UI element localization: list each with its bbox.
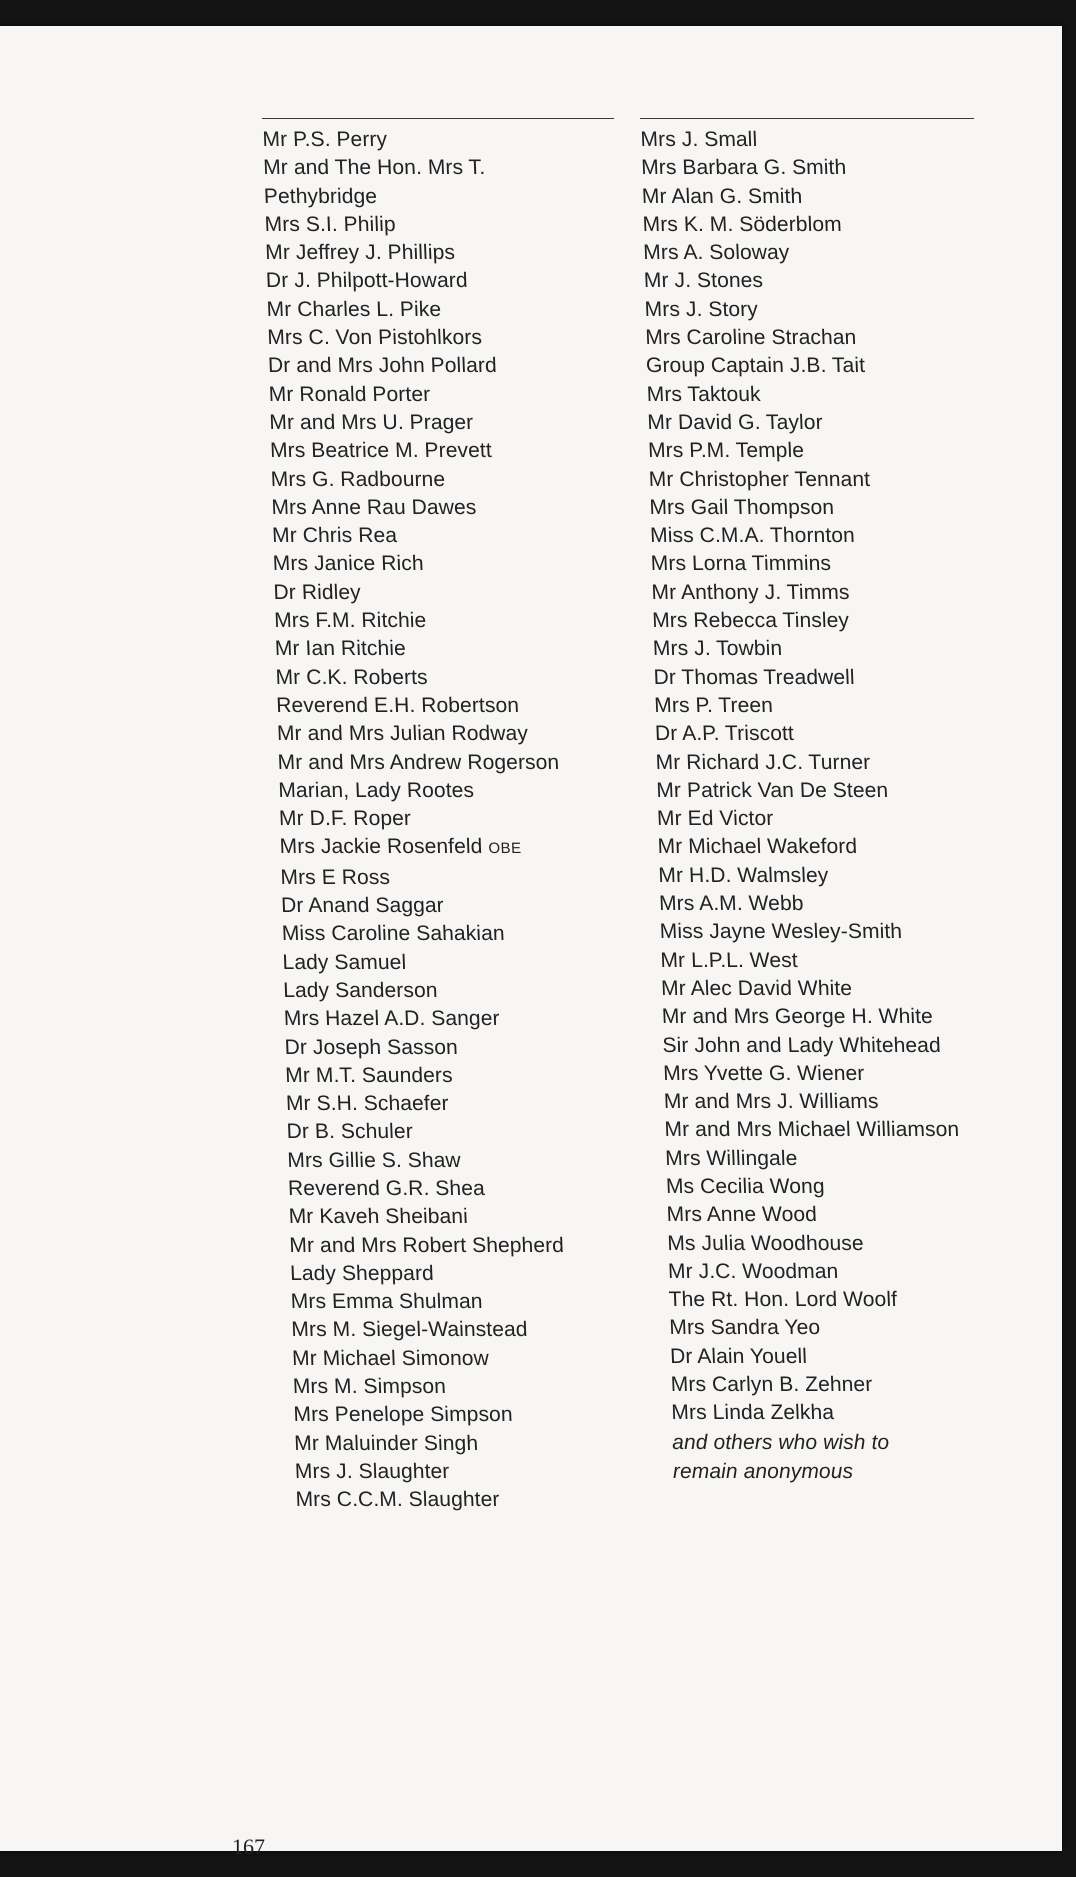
donor-name: Mr and Mrs Robert Shepherd xyxy=(288,1233,565,1257)
donor-name: Mr M.T. Saunders xyxy=(284,1063,454,1087)
donor-name: Mr David G. Taylor xyxy=(646,410,824,434)
donor-name: Mrs Willingale xyxy=(664,1146,798,1170)
donor-name: Mr Ed Victor xyxy=(656,807,774,831)
donor-name: Mr Kaveh Sheibani xyxy=(288,1205,469,1229)
donor-name: Dr B. Schuler xyxy=(286,1120,414,1144)
donor-name: Mrs Jackie Rosenfeld OBE xyxy=(279,835,522,859)
donor-name: Mrs J. Slaughter xyxy=(294,1459,450,1483)
donor-name: Mrs F.M. Ritchie xyxy=(273,609,427,633)
donor-name: Mrs S.I. Philip xyxy=(264,212,397,236)
donor-name: Mr Ronald Porter xyxy=(268,382,431,406)
donor-name: Mr D.F. Roper xyxy=(278,807,412,831)
donor-name: Dr Thomas Treadwell xyxy=(653,665,856,689)
donor-name: Miss Jayne Wesley-Smith xyxy=(659,920,903,944)
donor-name: Mr Alec David White xyxy=(660,976,853,1000)
donor-name: Mrs Caroline Strachan xyxy=(644,326,857,350)
donor-name: Mrs Lorna Timmins xyxy=(650,552,832,576)
donor-name: Reverend G.R. Shea xyxy=(287,1176,486,1200)
anonymous-note: and others who wish to xyxy=(671,1430,890,1454)
right-column-rule xyxy=(640,118,974,119)
donor-name: Mr L.P.L. West xyxy=(660,948,799,972)
page-number: 167 xyxy=(232,1834,265,1859)
donor-name: Mr Anthony J. Timms xyxy=(651,580,850,604)
donor-name: Mrs Rebecca Tinsley xyxy=(651,609,850,633)
donor-name: Mr Christopher Tennant xyxy=(648,467,871,491)
donor-name: Mrs Beatrice M. Prevett xyxy=(269,439,493,463)
donor-name: Mrs Penelope Simpson xyxy=(293,1403,514,1427)
donor-name: The Rt. Hon. Lord Woolf xyxy=(668,1288,898,1312)
donor-name: Miss C.M.A. Thornton xyxy=(649,524,856,548)
donor-name: Mrs J. Small xyxy=(640,128,758,151)
donor-name: Mr H.D. Walmsley xyxy=(657,863,829,887)
donor-name: Mrs Sandra Yeo xyxy=(668,1316,821,1340)
donor-name: Mr Richard J.C. Turner xyxy=(655,750,871,774)
donor-name: Mrs Linda Zelkha xyxy=(670,1401,835,1425)
left-column-rule xyxy=(262,118,614,119)
donor-name: Mrs Barbara G. Smith xyxy=(640,156,847,180)
donor-name: Mrs M. Simpson xyxy=(292,1375,447,1399)
donor-name: Mrs M. Siegel-Wainstead xyxy=(291,1318,528,1342)
donor-name: Mrs C.C.M. Slaughter xyxy=(295,1488,500,1512)
donor-name: Dr Joseph Sasson xyxy=(284,1035,459,1059)
donor-list-right xyxy=(640,126,973,1487)
donor-name: Pethybridge xyxy=(263,184,378,208)
donor-name: Lady Samuel xyxy=(282,950,407,974)
donor-name: Mrs A.M. Webb xyxy=(658,892,804,916)
donor-name: Mr and Mrs J. Williams xyxy=(663,1090,879,1114)
donor-name: Dr Anand Saggar xyxy=(280,894,445,918)
donor-name: Mr Alan G. Smith xyxy=(641,184,803,208)
donor-name: Dr A.P. Triscott xyxy=(654,722,795,746)
donor-name: Dr and Mrs John Pollard xyxy=(267,354,498,378)
donor-name: Mr J. Stones xyxy=(643,269,764,293)
obe-suffix: OBE xyxy=(488,840,522,858)
donor-name: Mrs Gail Thompson xyxy=(649,495,835,519)
donor-name: Mrs Anne Rau Dawes xyxy=(271,495,477,519)
donor-name: Reverend E.H. Robertson xyxy=(275,693,520,717)
donor-name: Mr Jeffrey J. Phillips xyxy=(264,241,456,265)
donor-name: Mr Chris Rea xyxy=(271,524,398,548)
donor-name: Mrs J. Towbin xyxy=(652,637,783,661)
donor-name: Mrs Taktouk xyxy=(646,382,762,406)
donor-name: Mr P.S. Perry xyxy=(262,128,388,151)
donor-name: Mrs Janice Rich xyxy=(272,552,425,576)
donor-name: Mrs P. Treen xyxy=(653,693,774,717)
donor-name: Dr Ridley xyxy=(273,580,362,604)
donor-name: Mrs Yvette G. Wiener xyxy=(662,1061,865,1085)
donor-name: Mrs A. Soloway xyxy=(642,241,790,265)
donor-name: Mr and The Hon. Mrs T. xyxy=(262,156,486,180)
donor-name: Mr Michael Wakeford xyxy=(657,835,858,859)
donor-name: Mrs C. Von Pistohlkors xyxy=(266,326,483,350)
donor-name: Lady Sheppard xyxy=(289,1261,435,1285)
donor-name: Ms Julia Woodhouse xyxy=(666,1231,865,1255)
donor-name: Mr S.H. Schaefer xyxy=(285,1092,450,1116)
donor-name: Mr Charles L. Pike xyxy=(266,297,442,321)
donor-name: Sir John and Lady Whitehead xyxy=(662,1033,942,1057)
donor-name: Mrs Emma Shulman xyxy=(290,1290,484,1314)
donor-name: Miss Caroline Sahakian xyxy=(281,922,506,946)
anonymous-note: remain anonymous xyxy=(672,1460,854,1484)
donor-name: Mrs J. Story xyxy=(644,297,759,321)
donor-name: Mr J.C. Woodman xyxy=(667,1259,839,1283)
donor-name: Mr Ian Ritchie xyxy=(274,637,407,661)
donor-name: Mr Maluinder Singh xyxy=(293,1431,479,1455)
donor-name: Mr C.K. Roberts xyxy=(275,665,429,689)
donor-name: Mr Michael Simonow xyxy=(291,1346,490,1370)
donor-name: Mr and Mrs George H. White xyxy=(661,1005,934,1029)
donor-name: Marian, Lady Rootes xyxy=(277,778,475,802)
donor-name: Mrs Anne Wood xyxy=(666,1203,818,1227)
donor-name: Mrs Gillie S. Shaw xyxy=(286,1148,462,1172)
donor-name: Group Captain J.B. Tait xyxy=(645,354,866,378)
donor-name: Mrs Carlyn B. Zehner xyxy=(670,1373,873,1397)
donor-name: Mrs P.M. Temple xyxy=(647,439,805,463)
donor-name: Ms Cecilia Wong xyxy=(665,1174,826,1198)
donor-name: Mrs G. Radbourne xyxy=(270,467,446,491)
book-page xyxy=(0,26,1062,1859)
donor-name: Dr J. Philpott-Howard xyxy=(265,269,469,293)
donor-name: Mr and Mrs Julian Rodway xyxy=(276,722,529,746)
donor-list-left xyxy=(262,126,588,1515)
donor-name: Dr Alain Youell xyxy=(669,1344,808,1368)
donor-name: Lady Sanderson xyxy=(282,978,439,1002)
donor-name: Mrs Hazel A.D. Sanger xyxy=(283,1007,501,1031)
donor-name: Mr Patrick Van De Steen xyxy=(655,778,889,802)
donor-name: Mr and Mrs Michael Williamson xyxy=(664,1118,960,1142)
donor-name: Mr and Mrs Andrew Rogerson xyxy=(277,750,560,774)
donor-name: Mrs K. M. Söderblom xyxy=(642,212,843,236)
donor-name: Mr and Mrs U. Prager xyxy=(268,410,474,434)
donor-name: Mrs E Ross xyxy=(280,865,391,889)
